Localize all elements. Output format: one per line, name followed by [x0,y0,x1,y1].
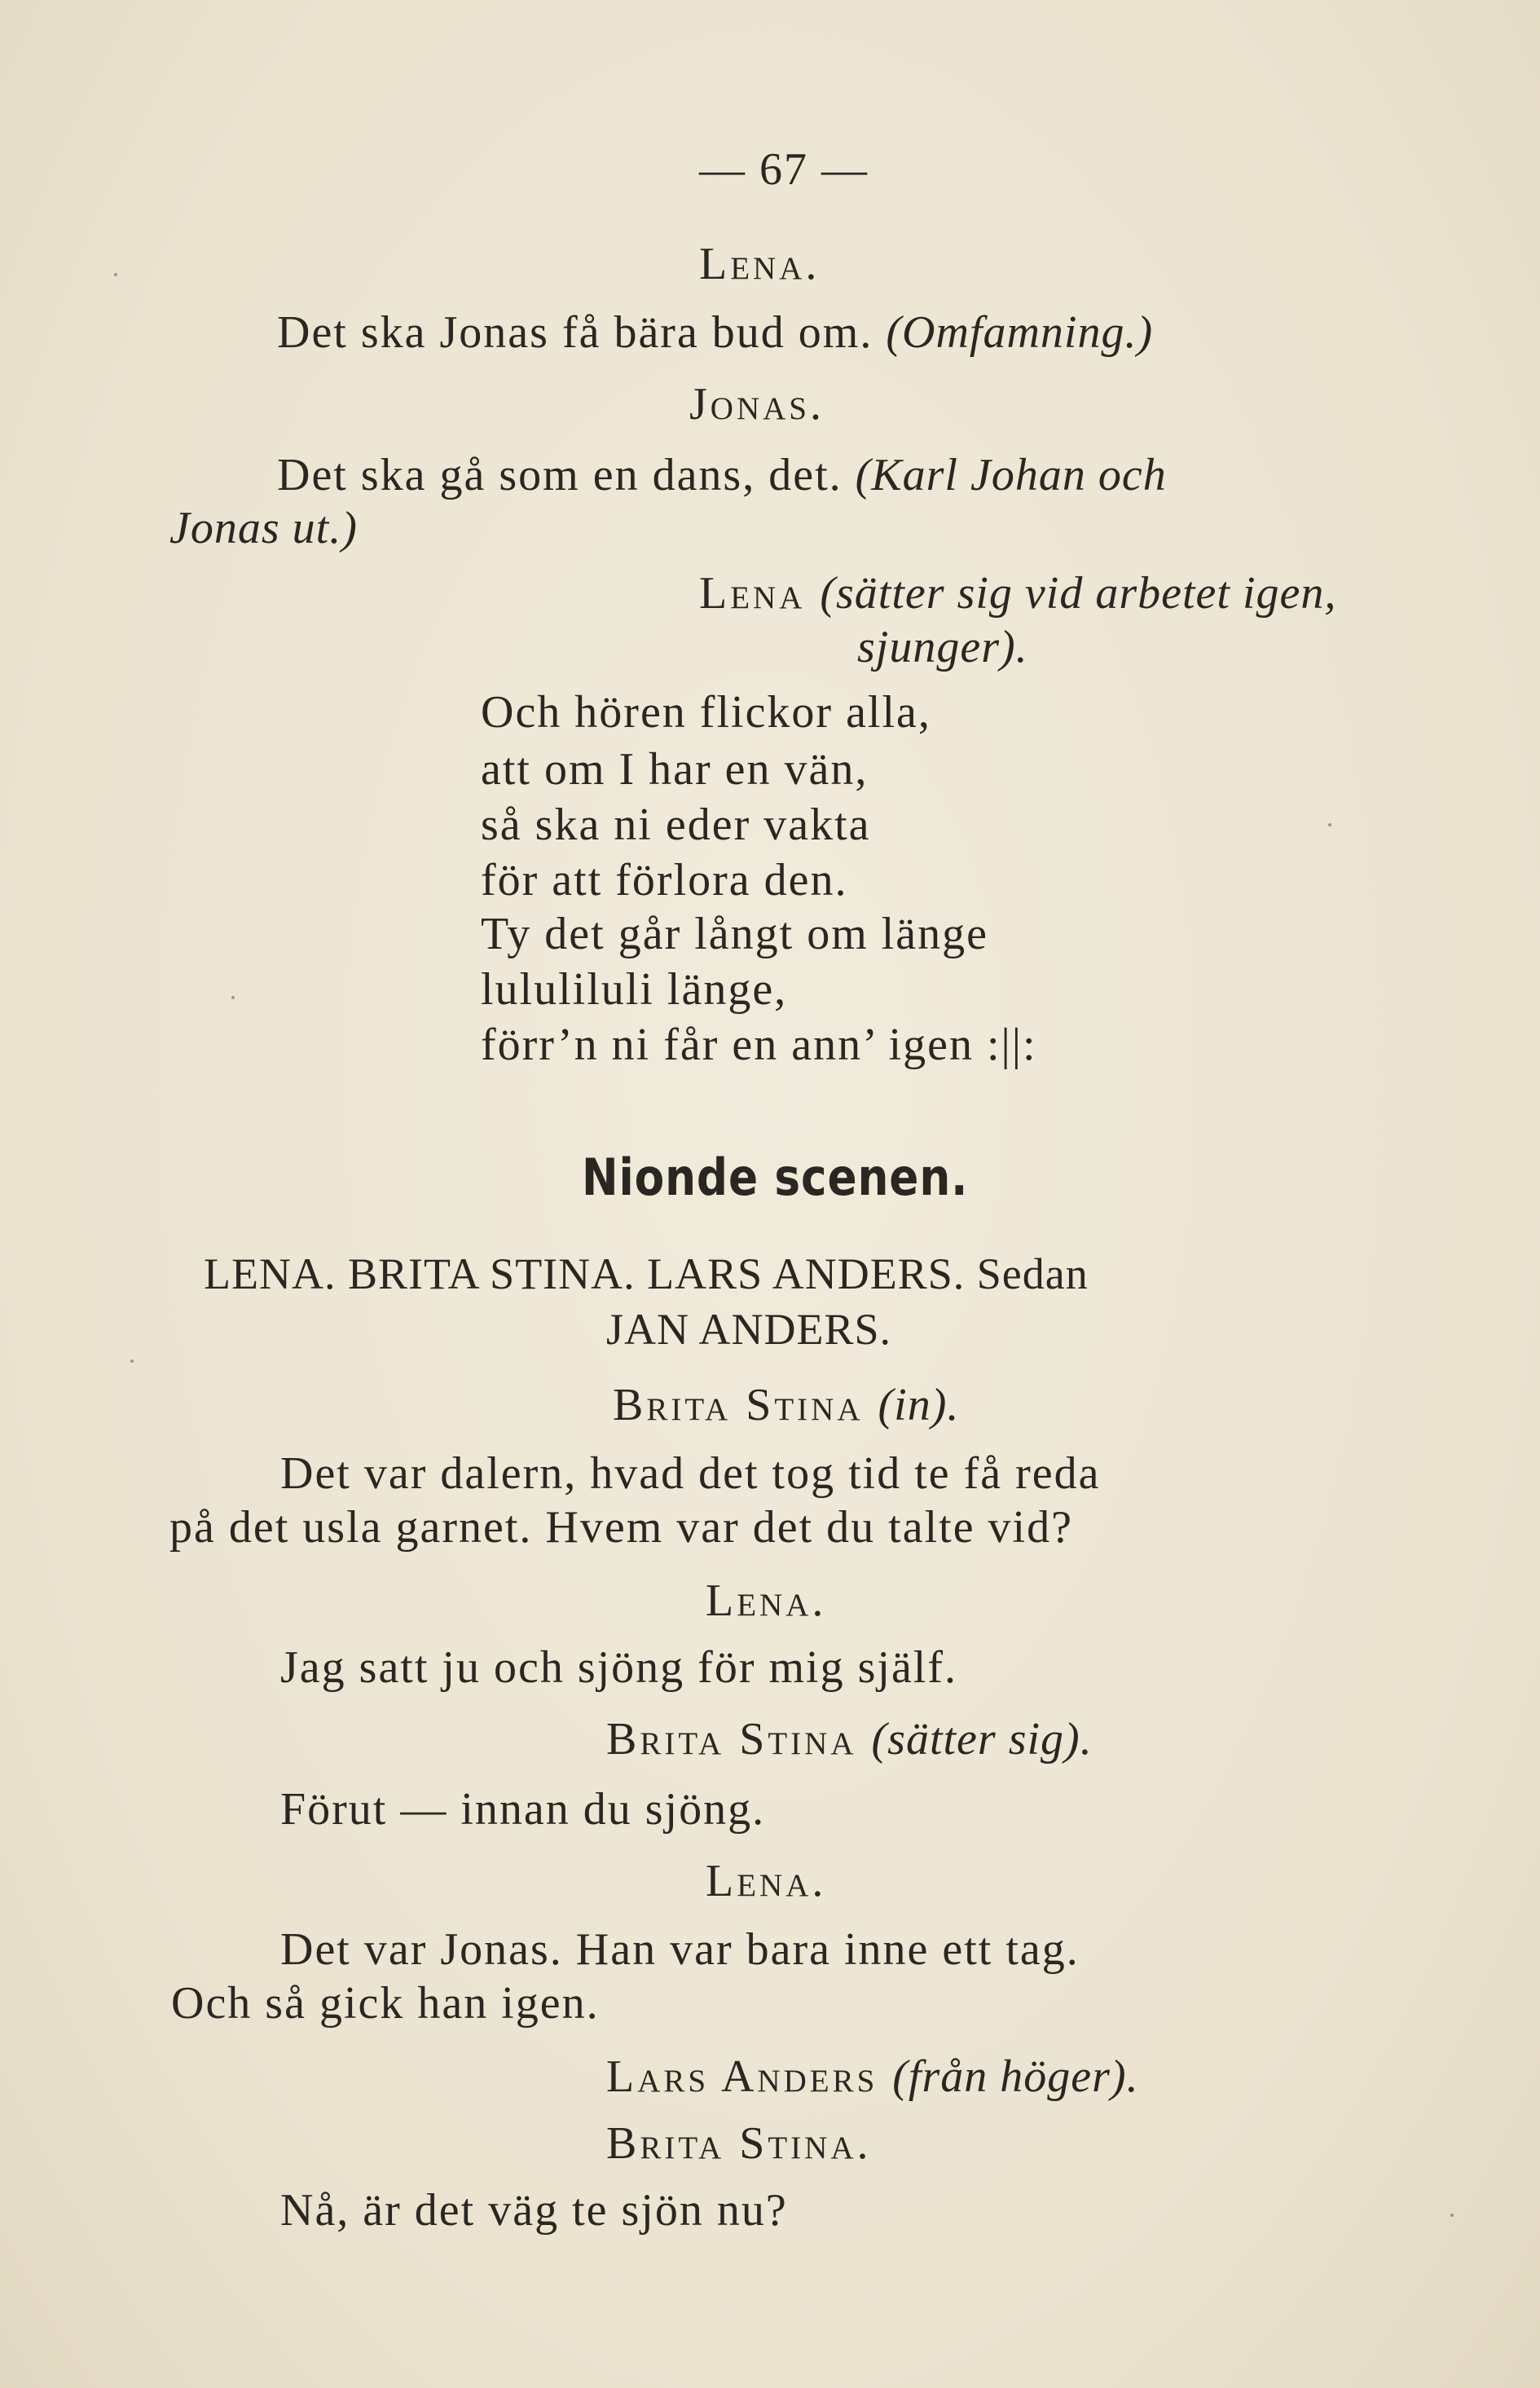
scene-heading: Nionde scenen. [582,1148,969,1207]
dialogue-line-1 [277,307,1154,358]
verse-line-1: Och hören flickor alla, [481,687,931,738]
speaker-name: Lena. [706,1856,827,1906]
speaker-brita-1 [613,1382,959,1428]
stage-direction: (Karl Johan och [855,450,1167,500]
dialogue-line-2 [277,452,1167,498]
stage-direction: (Omfamning.) [886,307,1154,358]
speaker-name: Lena. [699,239,821,289]
verse-line-2: att om I har en vän, [481,744,869,795]
stage-direction-line [857,624,1028,670]
speaker-lars [606,2051,1139,2102]
dialogue-line-5: på det usla garnet. Hvem var det du talte vid? [169,1502,1073,1553]
page-number: — 67 — [699,144,869,195]
dialogue-line-6: Jag satt ju och sjöng för mig själf. [280,1642,958,1693]
verse-line-5: Ty det går långt om länge [481,909,989,959]
paper-speck [1450,2214,1454,2217]
dialogue-line-4: Det var dalern, hvad det tog tid te få reda [280,1448,1101,1499]
stage-direction: sjunger). [857,622,1028,672]
paper-speck [114,273,117,276]
speaker-name: Lars Anders [606,2051,893,2102]
speaker-name: Lena. [706,1575,827,1626]
dialogue-line-10: Nå, är det väg te sjön nu? [280,2185,788,2236]
stage-direction: (in). [878,1380,960,1430]
paper-speck [1328,823,1331,826]
cast-list-line-2: JAN ANDERS. [606,1305,892,1354]
cast-list-line-1: LENA. BRITA STINA. LARS ANDERS. Sedan [204,1249,1089,1298]
speaker-name: Brita Stina. [606,2118,872,2169]
speaker-jonas [689,379,825,430]
dialogue-text: Det ska gå som en dans, det. [277,450,856,500]
dialogue-line-7: Förut — innan du sjöng. [280,1784,766,1835]
stage-direction: Jonas ut.) [169,503,358,553]
verse-line-7: förr’n ni får en ann’ igen :||: [481,1020,1037,1070]
dialogue-line-8: Det var Jonas. Han var bara inne ett tag. [280,1924,1080,1975]
verse-line-6: lululiluli länge, [481,964,788,1015]
verse-line-3: så ska ni eder vakta [481,800,871,850]
paper-speck [130,1359,134,1363]
speaker-lena-3 [706,1575,827,1626]
speaker-name: Brita Stina [613,1380,878,1430]
speaker-lena-1 [699,241,820,287]
speaker-name: Lena [699,568,821,619]
verse-line-4: för att förlora den. [481,855,848,905]
speaker-brita-2 [606,1714,1093,1765]
stage-direction: (från höger). [892,2051,1139,2102]
dialogue-line-3 [169,505,358,551]
dialogue-line-9: Och så gick han igen. [171,1978,600,2029]
stage-direction: (sätter sig vid arbetet igen, [820,568,1337,619]
speaker-lena-4 [706,1858,826,1904]
speaker-lena-2 [699,568,1337,619]
dialogue-text: Det ska Jonas få bära bud om. [277,307,887,358]
speaker-name: Jonas. [689,379,825,430]
stage-direction: (sätter sig). [871,1714,1093,1765]
paper-speck [231,996,235,999]
speaker-name: Brita Stina [606,1714,872,1765]
speaker-brita-3 [606,2118,872,2169]
